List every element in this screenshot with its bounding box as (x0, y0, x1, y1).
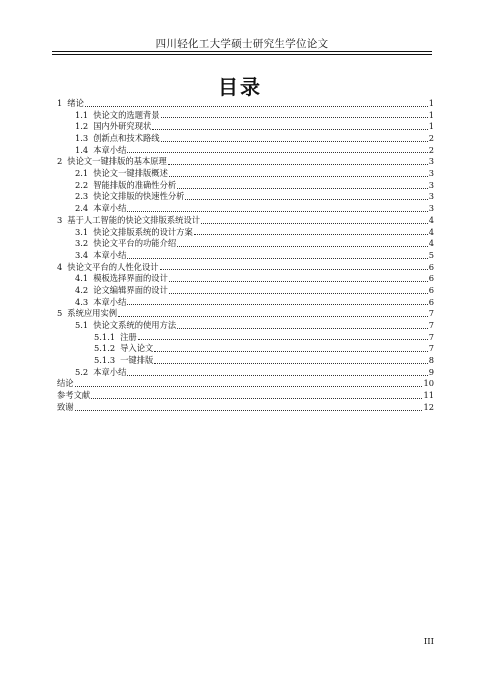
toc-entry-page: 8 (428, 355, 434, 366)
toc-entry-page: 4 (428, 238, 434, 249)
toc-entry-page: 3 (428, 168, 434, 179)
toc-leader-dots (161, 117, 428, 118)
toc-entry-number: 2.2 (75, 179, 89, 190)
toc-entry-page: 5 (428, 249, 434, 260)
toc-entry-number: 5.1 (75, 320, 89, 331)
toc-entry[interactable] (57, 262, 434, 274)
toc-entry-label (75, 273, 168, 285)
toc-entry-text: 导入论文 (120, 343, 154, 354)
toc-entry-page: 1 (428, 109, 434, 120)
toc-entry-text: 快论文排版系统的设计方案 (93, 226, 193, 237)
toc-entry-text: 注册 (120, 331, 137, 342)
toc-entry-label (75, 285, 168, 297)
toc-entry-number: 3.2 (75, 238, 89, 249)
toc-entry[interactable] (57, 238, 434, 250)
toc-entry-number: 1.1 (75, 109, 89, 120)
toc-entry-page: 7 (428, 343, 434, 354)
toc-entry-label (94, 332, 137, 344)
toc-entry[interactable] (57, 203, 434, 215)
toc-entry[interactable] (57, 133, 434, 145)
page-number: III (423, 637, 434, 647)
toc-entry-number: 5.1.2 (94, 343, 116, 354)
toc-leader-dots (154, 363, 427, 364)
toc-entry-number: 2.1 (75, 168, 89, 179)
toc-entry-label (75, 297, 126, 309)
toc-entry[interactable] (57, 110, 434, 122)
toc-leader-dots (85, 106, 428, 107)
toc-entry-text: 快论文平台的人性化设计 (67, 261, 159, 272)
toc-entry-number: 1.3 (75, 133, 89, 144)
toc-entry-text: 本章小结 (93, 249, 127, 260)
toc-leader-dots (160, 269, 428, 270)
toc-entry[interactable] (57, 168, 434, 180)
toc-leader-dots (168, 164, 428, 165)
toc-entry-label (75, 227, 193, 239)
toc-entry-text: 基于人工智能的快论文排版系统设计 (67, 214, 201, 225)
toc-entry[interactable] (57, 215, 434, 227)
toc-leader-dots (118, 316, 428, 317)
toc-entry-label (75, 191, 184, 203)
toc-entry-text: 系统应用实例 (67, 308, 118, 319)
toc-entry[interactable] (57, 308, 434, 320)
toc-entry-text: 创新点和技术路线 (93, 133, 160, 144)
toc-entry[interactable] (57, 273, 434, 285)
toc-entry-number: 5.1.3 (94, 355, 116, 366)
toc-entry[interactable] (57, 227, 434, 239)
toc-entry-page: 3 (428, 191, 434, 202)
toc-leader-dots (177, 246, 428, 247)
toc-leader-dots (161, 141, 428, 142)
toc-leader-dots (169, 293, 428, 294)
toc-entry-number: 4 (57, 261, 63, 272)
toc-leader-dots (177, 188, 428, 189)
toc-entry-label (57, 402, 74, 414)
toc-entry-label (57, 215, 200, 227)
toc-entry-number: 5.2 (75, 366, 89, 377)
toc-entry-label (75, 133, 160, 145)
toc-entry-number: 1 (57, 97, 63, 108)
toc-entry-page: 12 (423, 401, 434, 412)
toc-entry-page: 7 (428, 308, 434, 319)
toc-leader-dots (185, 199, 427, 200)
toc-entry-text: 论文编辑界面的设计 (93, 284, 168, 295)
toc-entry[interactable] (57, 355, 434, 367)
toc-entry-page: 6 (428, 261, 434, 272)
toc-entry-number: 5 (57, 308, 63, 319)
toc-entry[interactable] (57, 121, 434, 133)
toc-entry-page: 2 (428, 144, 434, 155)
toc-entry-number: 1.2 (75, 121, 89, 132)
running-header: 四川轻化工大学硕士研究生学位论文 (155, 38, 329, 50)
toc-entry-text: 一键排版 (120, 355, 154, 366)
toc-entry-text: 本章小结 (93, 203, 127, 214)
toc-leader-dots (152, 129, 427, 130)
toc-entry[interactable] (57, 98, 434, 110)
toc-entry-page: 2 (428, 133, 434, 144)
toc-leader-dots (127, 304, 427, 305)
toc-entry-label (75, 121, 151, 133)
toc-entry-label (75, 238, 176, 250)
toc-entry-text: 快论文一键排版的基本原理 (67, 156, 167, 167)
toc-entry-text: 本章小结 (93, 144, 127, 155)
toc-entry-page: 6 (428, 296, 434, 307)
toc-entry[interactable] (57, 367, 434, 379)
toc-entry[interactable] (57, 250, 434, 262)
toc-entry[interactable] (57, 402, 434, 414)
toc-entry-label (57, 156, 167, 168)
toc-entry-number: 2.4 (75, 203, 89, 214)
toc-entry[interactable] (57, 297, 434, 309)
toc-entry-text: 快论文一键排版概述 (93, 168, 168, 179)
toc-entry-label (57, 262, 159, 274)
toc-entry-page: 1 (428, 121, 434, 132)
toc-entry-number: 2.3 (75, 191, 89, 202)
toc-entry[interactable] (57, 285, 434, 297)
toc-entry-number: 4.3 (75, 296, 89, 307)
toc-entry-text: 国内外研究现状 (93, 121, 152, 132)
toc-entry-text: 快论文平台的功能介绍 (93, 238, 177, 249)
toc-entry-label (75, 168, 168, 180)
toc-entry-text: 快论文排版的快速性分析 (93, 191, 185, 202)
toc-entry-text: 本章小结 (93, 296, 127, 307)
toc-entry[interactable] (57, 379, 434, 391)
toc-entry-text: 模板选择界面的设计 (93, 273, 168, 284)
toc-entry-page: 9 (428, 366, 434, 377)
header-rule-thick (52, 51, 432, 52)
toc-entry-text: 致谢 (57, 401, 74, 412)
toc-entry-label (75, 180, 176, 192)
header-rule-thin (52, 54, 432, 55)
toc-entry-page: 1 (428, 97, 434, 108)
page-title: 目录 (218, 75, 262, 99)
toc-entry-number: 4.1 (75, 273, 89, 284)
toc-leader-dots (75, 386, 423, 387)
toc-entry-number: 5.1.1 (94, 331, 116, 342)
toc-entry-label (75, 250, 126, 262)
toc-entry-page: 4 (428, 214, 434, 225)
toc-entry-text: 本章小结 (93, 366, 127, 377)
toc-entry[interactable] (57, 320, 434, 332)
toc-entry-page: 7 (428, 320, 434, 331)
toc-leader-dots (169, 281, 428, 282)
toc-entry-label (75, 110, 160, 122)
toc-entry-label (75, 203, 126, 215)
toc-entry[interactable] (57, 156, 434, 168)
toc-entry-number: 4.2 (75, 284, 89, 295)
toc-leader-dots (169, 176, 428, 177)
toc-entry[interactable] (57, 390, 434, 402)
toc-entry-page: 7 (428, 331, 434, 342)
toc-entry[interactable] (57, 332, 434, 344)
toc-leader-dots (91, 398, 422, 399)
toc-entry-label (57, 378, 74, 390)
toc-entry-number: 2 (57, 156, 63, 167)
toc-entry-number: 3 (57, 214, 63, 225)
toc-entry-text: 参考文献 (57, 390, 91, 401)
toc-leader-dots (127, 211, 427, 212)
toc-entry-page: 6 (428, 284, 434, 295)
toc-leader-dots (127, 258, 427, 259)
toc-entry-number: 3.1 (75, 226, 89, 237)
toc-entry[interactable] (57, 343, 434, 355)
toc-entry-page: 3 (428, 179, 434, 190)
toc-entry-page: 4 (428, 226, 434, 237)
toc-leader-dots (75, 410, 423, 411)
table-of-contents (57, 98, 434, 414)
toc-entry-page: 6 (428, 273, 434, 284)
toc-leader-dots (201, 223, 428, 224)
toc-entry-page: 10 (423, 378, 434, 389)
toc-entry-label (94, 343, 153, 355)
toc-entry-text: 绪论 (67, 97, 84, 108)
toc-entry[interactable] (57, 180, 434, 192)
toc-entry-label (57, 390, 90, 402)
toc-entry-page: 3 (428, 156, 434, 167)
toc-leader-dots (177, 328, 428, 329)
toc-entry-text: 结论 (57, 378, 74, 389)
toc-entry-label (75, 367, 126, 379)
toc-entry-text: 智能排版的准确性分析 (93, 179, 177, 190)
toc-leader-dots (194, 234, 428, 235)
toc-entry-label (75, 145, 126, 157)
toc-entry-label (75, 320, 176, 332)
toc-entry-label (94, 355, 153, 367)
toc-entry-number: 1.4 (75, 144, 89, 155)
toc-entry-label (57, 98, 84, 110)
toc-leader-dots (154, 351, 427, 352)
toc-leader-dots (138, 339, 428, 340)
toc-entry-page: 3 (428, 203, 434, 214)
toc-entry-label (57, 308, 117, 320)
toc-entry-number: 3.4 (75, 249, 89, 260)
toc-leader-dots (127, 152, 427, 153)
toc-entry[interactable] (57, 145, 434, 157)
toc-leader-dots (127, 375, 427, 376)
toc-entry[interactable] (57, 192, 434, 204)
toc-entry-page: 11 (423, 390, 434, 401)
toc-entry-text: 快论文的选题背景 (93, 109, 160, 120)
toc-entry-text: 快论文系统的使用方法 (93, 320, 177, 331)
